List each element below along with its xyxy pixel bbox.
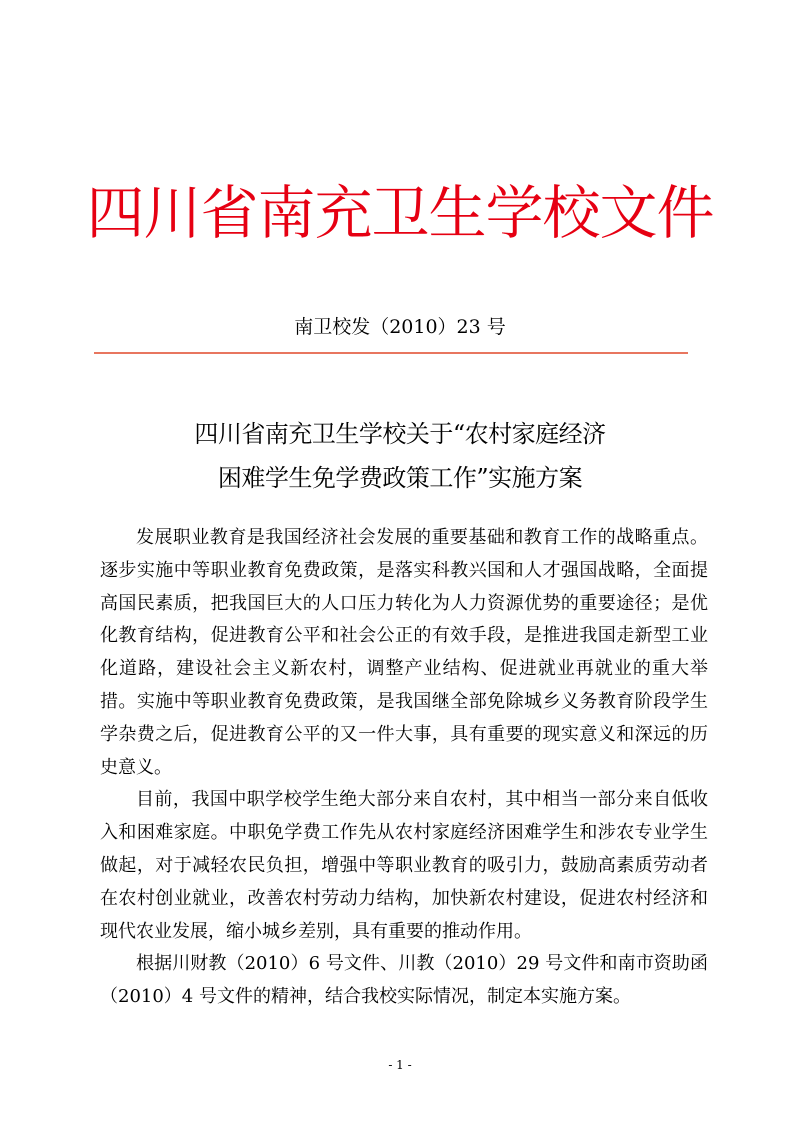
title-line-1: 四川省南充卫生学校关于“农村家庭经济 (194, 420, 606, 448)
title-line-2: 困难学生免学费政策工作”实施方案 (217, 464, 583, 492)
body-paragraph-1: 发展职业教育是我国经济社会发展的重要基础和教育工作的战略重点。逐步实施中等职业教育免费政策，是落实科教兴国和人才强国战略，全面提高国民素质，把我国巨大的人口压力转化为人力资源优势的重要途径；是优化教育结构，促进教育公平和社会公正的有效手段，是推进我国走新型工业化道路，建设社会主义新农村，调整产业结构、促进就业再就业的重大举措。实施中等职业教育免费政策，是我国继全部免除城乡义务教育阶段学生学杂费之后，促进教育公平的又一件大事，具有重要的现实意义和深远的历史意义。 (100, 527, 708, 778)
document-number: 南卫校发（2010）23 号 (294, 316, 506, 338)
document-title (0, 412, 800, 500)
body-paragraph-3: 根据川财教（2010）6 号文件、川教（2010）29 号文件和南市资助函（2010）4 号文件的精神，结合我校实际情况，制定本实施方案。 (100, 953, 708, 1008)
document-body (100, 522, 708, 1014)
red-divider-line (94, 352, 688, 354)
document-masthead: 四川省南充卫生学校文件 (86, 179, 714, 247)
body-paragraph-2: 目前，我国中职学校学生绝大部分来自农村，其中相当一部分来自低收入和困难家庭。中职免学费工作先从农村家庭经济困难学生和涉农专业学生做起，对于减轻农民负担，增强中等职业教育的吸引力，鼓励高素质劳动者在农村创业就业，改善农村劳动力结构，加快新农村建设，促进农村经济和现代农业发展，缩小城乡差别，具有重要的推动作用。 (100, 789, 708, 942)
page-number: - 1 - (388, 1058, 412, 1072)
